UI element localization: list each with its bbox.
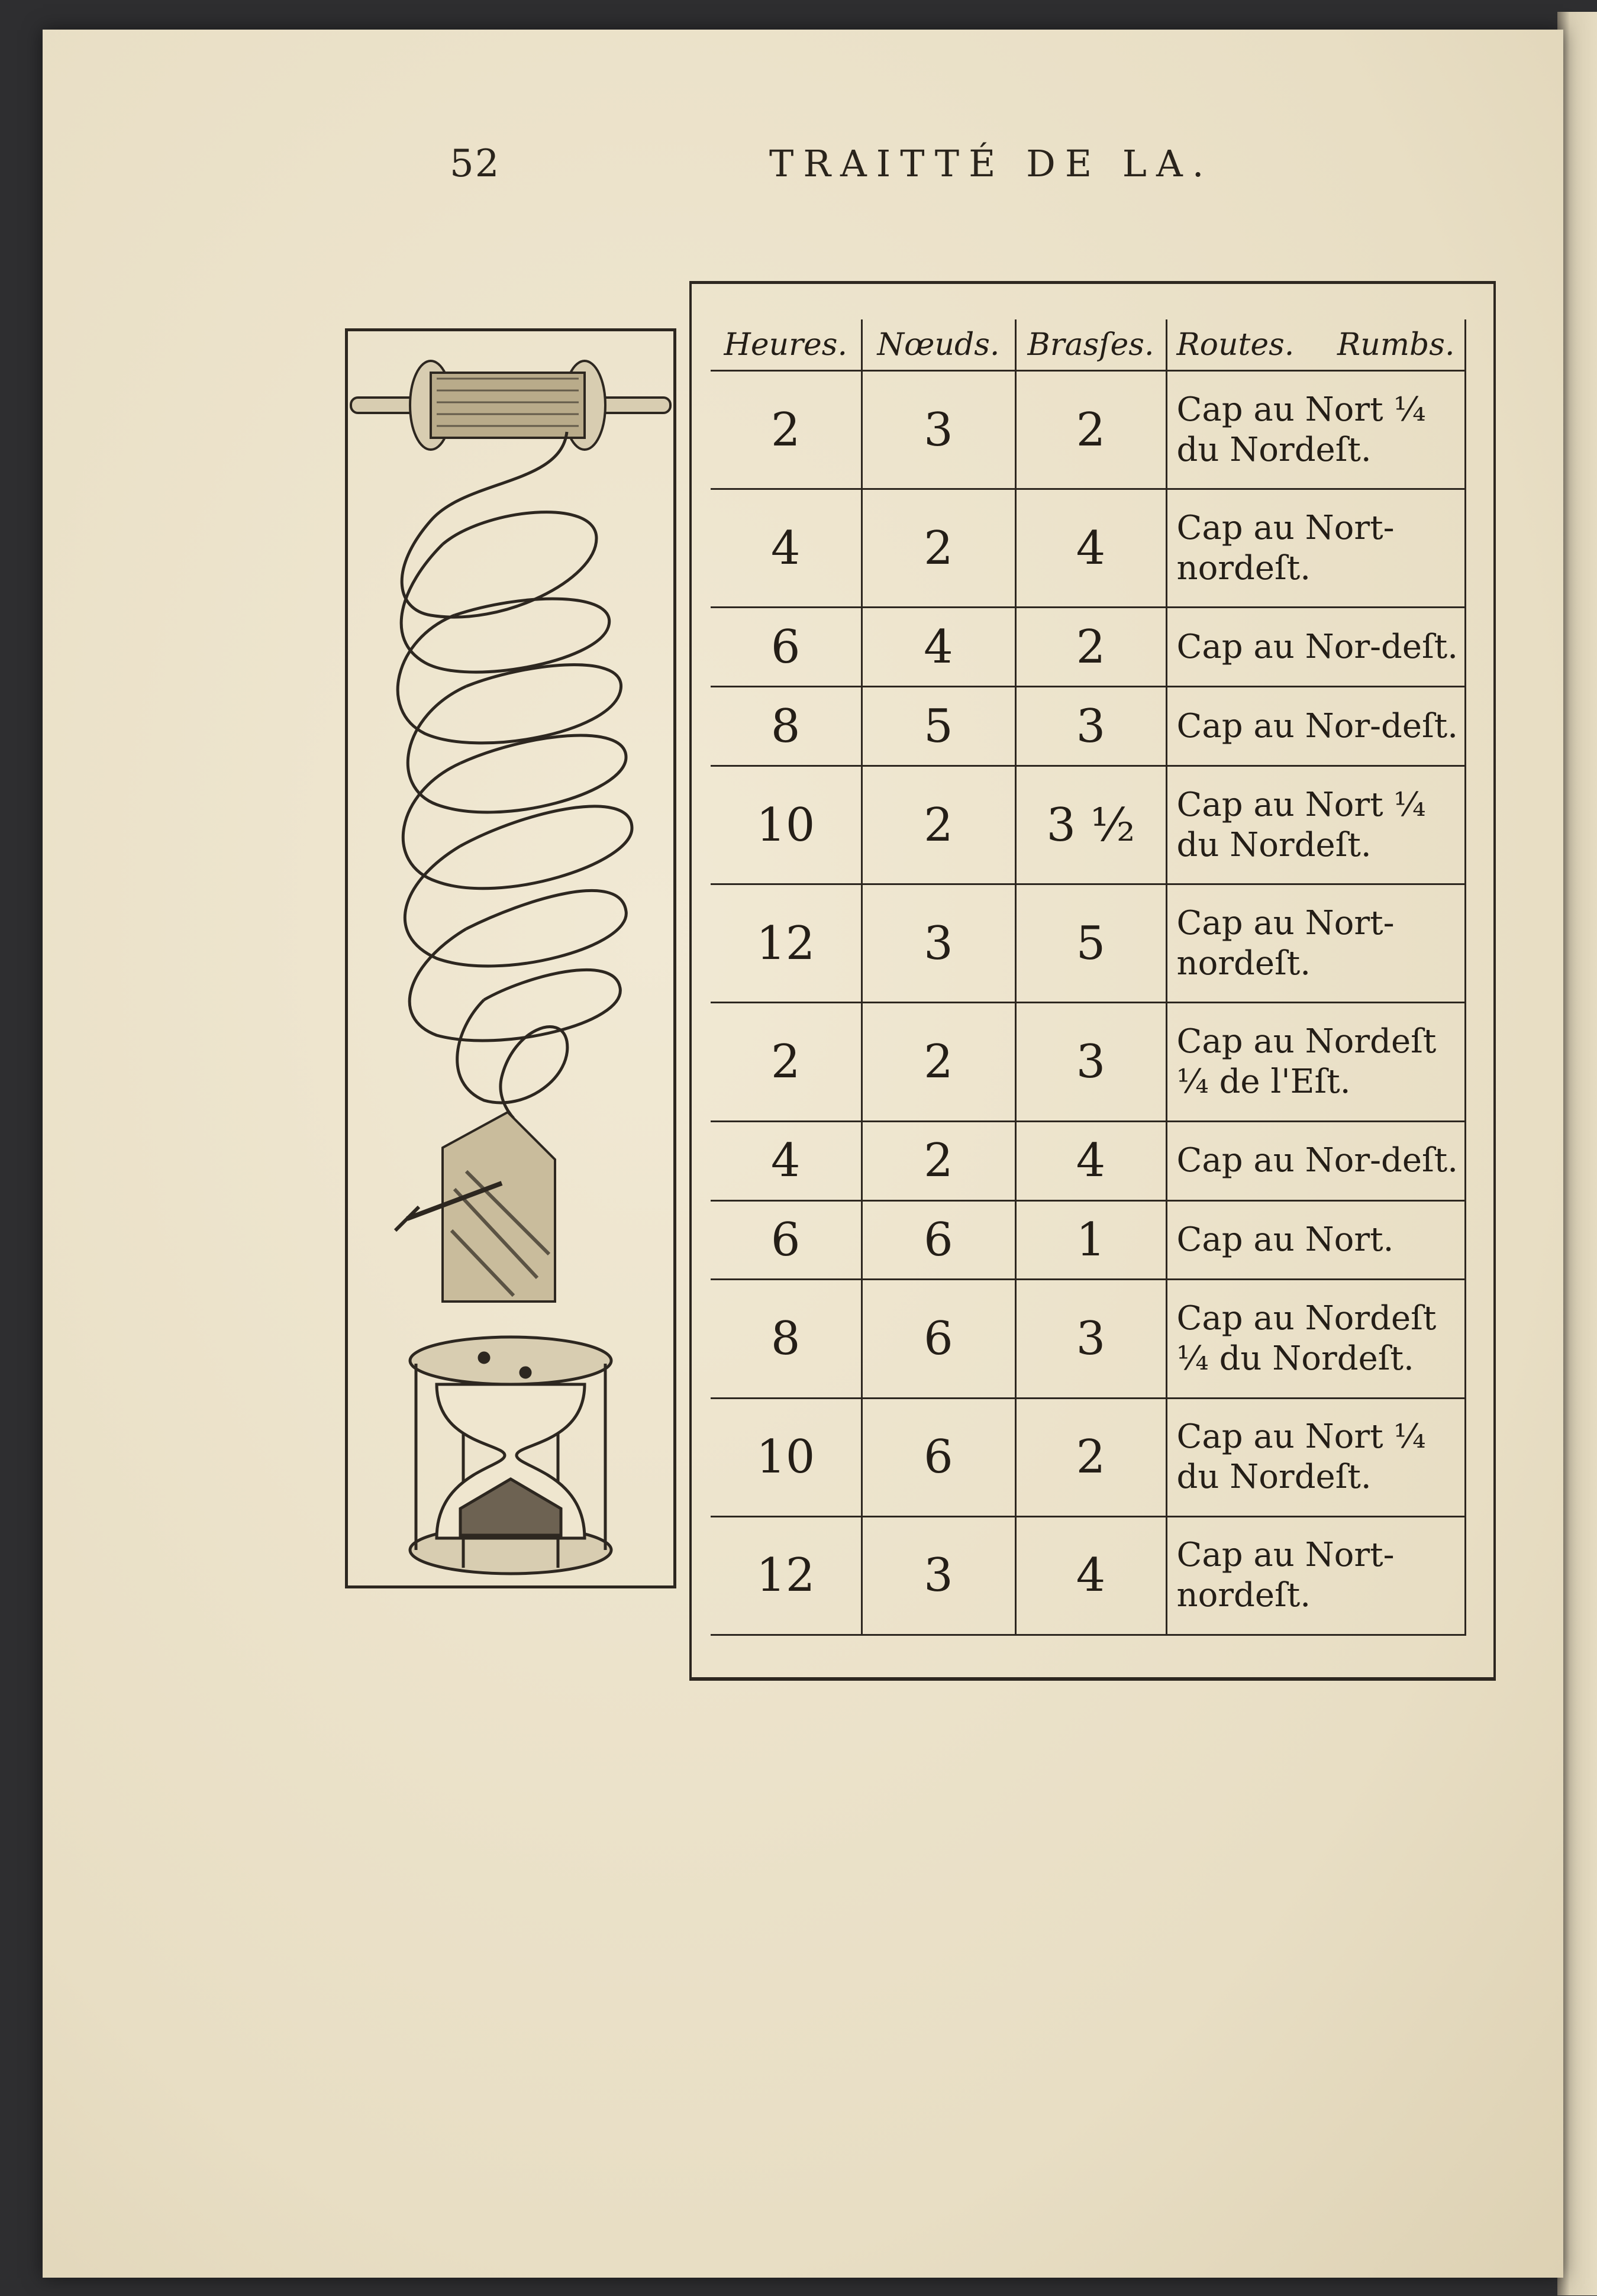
table-row [711,1398,1465,1516]
table-row [711,1003,1465,1121]
cell-route: Cap au Nort-nordeſt. [1166,1516,1465,1635]
log-chip-icon [395,1112,555,1302]
table-row [711,687,1465,766]
cell-heures: 6 [711,1200,862,1280]
cell-noeuds: 3 [862,371,1015,489]
cell-noeuds: 3 [862,1516,1015,1635]
cell-route: Cap au Nordeſt ¼ du Nordeſt. [1166,1280,1465,1398]
cell-route: Cap au Nort. [1166,1200,1465,1280]
cell-brasses: 3 [1015,1280,1166,1398]
cell-brasses: 3 ½ [1015,766,1166,884]
cell-brasses: 4 [1015,489,1166,608]
cell-noeuds: 6 [862,1398,1015,1516]
cell-heures: 4 [711,489,862,608]
cell-heures: 10 [711,766,862,884]
table-header-row [711,319,1465,371]
cell-heures: 6 [711,608,862,687]
cell-brasses: 4 [1015,1516,1166,1635]
page-number: 52 [450,142,501,186]
cell-noeuds: 2 [862,489,1015,608]
cell-heures: 4 [711,1121,862,1200]
cell-route: Cap au Nor-deſt. [1166,687,1465,766]
table-row [711,1200,1465,1280]
coiled-line-icon [398,432,632,1118]
cell-brasses: 2 [1015,608,1166,687]
cell-brasses: 3 [1015,1003,1166,1121]
table-row [711,884,1465,1003]
cell-brasses: 1 [1015,1200,1166,1280]
cell-noeuds: 3 [862,884,1015,1003]
cell-noeuds: 4 [862,608,1015,687]
cell-brasses: 2 [1015,1398,1166,1516]
header-routes: Routes. [1176,327,1295,363]
header-brasses: Brasſes. [1015,319,1166,371]
facing-page-edge [1557,12,1597,2295]
table-row [711,1280,1465,1398]
cell-route: Cap au Nordeſt ¼ de l'Eſt. [1166,1003,1465,1121]
running-head: TRAITTÉ DE LA. [769,142,1214,185]
cell-heures: 8 [711,1280,862,1398]
cell-route: Cap au Nort ¼ du Nordeſt. [1166,371,1465,489]
cell-noeuds: 2 [862,1003,1015,1121]
cell-noeuds: 5 [862,687,1015,766]
header-routes-rumbs [1166,319,1465,371]
cell-brasses: 4 [1015,1121,1166,1200]
cell-heures: 2 [711,1003,862,1121]
cell-brasses: 2 [1015,371,1166,489]
cell-brasses: 3 [1015,687,1166,766]
cell-route: Cap au Nort-nordeſt. [1166,884,1465,1003]
cell-route: Cap au Nor-deſt. [1166,1121,1465,1200]
log-table-frame [689,281,1496,1681]
table-row [711,1516,1465,1635]
cell-heures: 12 [711,884,862,1003]
cell-noeuds: 6 [862,1280,1015,1398]
cell-route: Cap au Nort ¼ du Nordeſt. [1166,1398,1465,1516]
cell-route: Cap au Nort-nordeſt. [1166,489,1465,608]
cell-noeuds: 2 [862,1121,1015,1200]
table-row [711,489,1465,608]
header-heures: Heures. [711,319,862,371]
cell-noeuds: 6 [862,1200,1015,1280]
header-rumbs: Rumbs. [1337,327,1455,363]
table-row [711,766,1465,884]
log-line-illustration [345,328,676,1588]
cell-brasses: 5 [1015,884,1166,1003]
cell-heures: 8 [711,687,862,766]
cell-route: Cap au Nort ¼ du Nordeſt. [1166,766,1465,884]
log-table [711,319,1466,1636]
sandglass-icon [410,1337,611,1574]
table-row [711,1121,1465,1200]
reel-icon [351,361,670,450]
table-row [711,371,1465,489]
cell-noeuds: 2 [862,766,1015,884]
cell-route: Cap au Nor-deſt. [1166,608,1465,687]
cell-heures: 12 [711,1516,862,1635]
table-row [711,608,1465,687]
cell-heures: 10 [711,1398,862,1516]
header-noeuds: Nœuds. [862,319,1015,371]
cell-heures: 2 [711,371,862,489]
woodcut-figure [348,331,673,1585]
